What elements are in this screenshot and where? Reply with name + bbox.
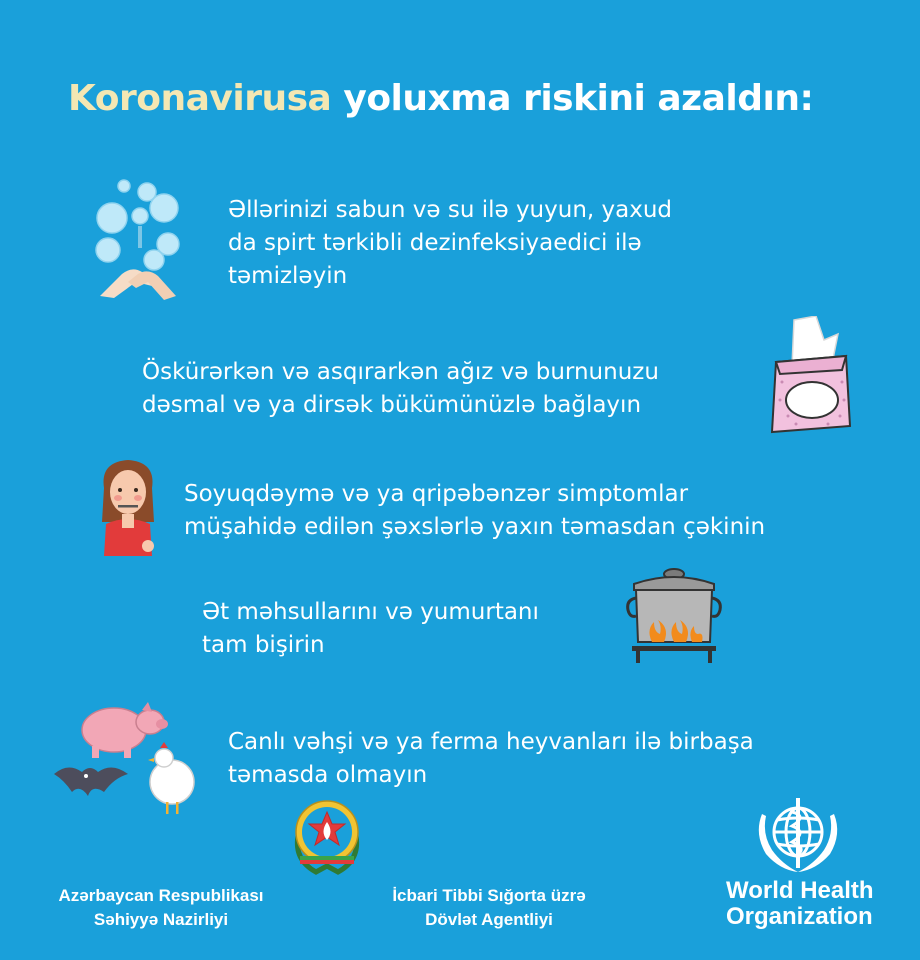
tip-line: Canlı vəhşi və ya ferma heyvanları ilə birbaşa [228, 729, 754, 755]
tip-avoid-animals [228, 726, 754, 792]
who-emblem-icon [752, 794, 844, 876]
agency-line: İcbari Tibbi Sığorta üzrə [392, 886, 586, 905]
who-line: Organization [726, 903, 873, 930]
ministry-line: Azərbaycan Respublikası [58, 886, 264, 905]
ministry-line: Səhiyyə Nazirliyi [93, 910, 229, 929]
agency-name [356, 884, 622, 932]
tip-line: təmasda olmayın [228, 762, 428, 788]
tip-cook-food [202, 596, 539, 662]
tip-line: Ət məhsullarını və yumurtanı [202, 599, 539, 625]
azerbaijan-emblem-icon [290, 796, 364, 876]
tip-line: müşahidə edilən şəxslərlə yaxın təmasdan çəkinin [184, 514, 766, 540]
page-title [68, 78, 813, 119]
tip-line: Əllərinizi sabun və su ilə yuyun, yaxud [228, 197, 673, 223]
tip-line: təmizləyin [228, 263, 348, 289]
farm-animals-icon [52, 702, 198, 816]
tip-line: tam bişirin [202, 632, 325, 658]
tip-cover-cough [142, 356, 659, 422]
tip-line: Öskürərkən və asqırarkən ağız və burnunuzu [142, 359, 659, 385]
ministry-name [16, 884, 306, 932]
tip-hand-washing [228, 194, 672, 293]
who-line: World Health [726, 877, 874, 904]
sick-person-icon [98, 458, 158, 556]
who-name [726, 878, 874, 930]
title-highlight: Koronavirusa [68, 78, 332, 119]
tip-avoid-contact [184, 478, 765, 544]
tip-line: Soyuqdəymə və ya qripəbənzər simptomlar [184, 481, 689, 507]
cooking-pot-icon [624, 566, 724, 666]
hand-washing-icon [92, 178, 184, 300]
agency-line: Dövlət Agentliyi [425, 910, 553, 929]
tip-line: da spirt tərkibli dezinfeksiyaedici ilə [228, 230, 642, 256]
tissue-box-icon [766, 316, 856, 434]
tip-line: dəsmal və ya dirsək bükümünüzlə bağlayın [142, 392, 642, 418]
title-rest: yoluxma riskini azaldın: [331, 78, 814, 119]
